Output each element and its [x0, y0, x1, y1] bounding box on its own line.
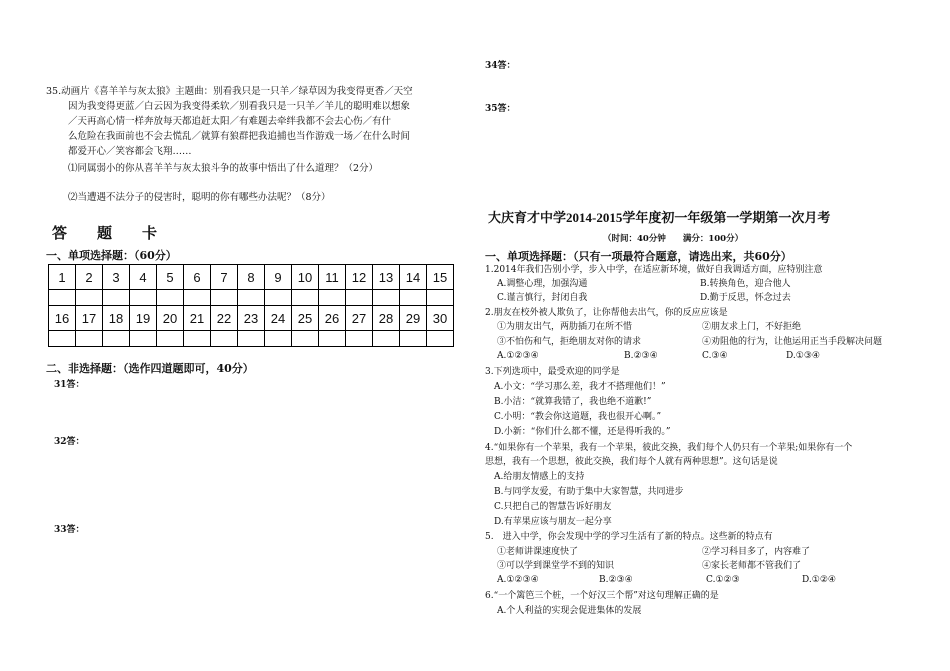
answer-cell[interactable] — [346, 331, 373, 347]
answer-cell[interactable] — [130, 290, 157, 306]
grid-number: 25 — [292, 306, 319, 331]
answer-grid-row-numbers-1 — [49, 265, 454, 290]
grid-number: 15 — [427, 265, 454, 290]
answer-cell[interactable] — [400, 331, 427, 347]
answer-cell[interactable] — [319, 331, 346, 347]
answer-cell[interactable] — [319, 290, 346, 306]
question-5-stem: 5. 进入中学，你会发现中学的学习生活有了新的特点。这些新的特点有 — [485, 532, 773, 542]
section-1-heading: 一、单项选择题：（60分） — [46, 249, 177, 262]
question-35-line-4: 么危险在我面前也不会去慌乱／就算有狼群把我追捕也当作游戏一场／在什么时间 — [68, 131, 411, 142]
question-5-item-1: ①老师讲课速度快了 — [497, 547, 579, 557]
answer-cell[interactable] — [103, 290, 130, 306]
answer-cell[interactable] — [49, 290, 76, 306]
question-35-line-2: 因为我变得更蓝／白云因为我变得柔软／别看我只是一只羊／羊儿的聪明难以想象 — [68, 101, 411, 112]
question-3-stem: 3.下列选项中，最受欢迎的同学是 — [485, 367, 620, 377]
section-2-heading: 二、非选择题：（选作四道题即可，40分） — [46, 362, 254, 375]
answer-cell[interactable] — [157, 331, 184, 347]
question-1-option-c: C.谨言慎行，封闭自我 — [497, 293, 588, 303]
question-2-item-2: ②朋友求上门，不好拒绝 — [702, 322, 802, 332]
question-2-option-d: D.①③④ — [786, 351, 820, 361]
answer-cell[interactable] — [427, 290, 454, 306]
question-2-item-1: ①为朋友出气，两肋插刀在所不惜 — [497, 322, 633, 332]
grid-number: 5 — [157, 265, 184, 290]
answer-cell[interactable] — [373, 331, 400, 347]
answer-cell[interactable] — [157, 290, 184, 306]
answer-cell[interactable] — [211, 331, 238, 347]
answer-31-label: 31答： — [54, 380, 85, 390]
grid-number: 1 — [49, 265, 76, 290]
grid-number: 9 — [265, 265, 292, 290]
right-section-1-heading: 一、单项选择题：（只有一项最符合题意，请选出来，共60分） — [485, 250, 792, 263]
question-1-option-d: D.勤于反思，怀念过去 — [700, 293, 791, 303]
answer-32-label: 32答： — [54, 437, 85, 447]
answer-cell[interactable] — [373, 290, 400, 306]
question-35-sub-2: ⑵当遭遇不法分子的侵害时，聪明的你有哪些办法呢？（8分） — [68, 192, 331, 203]
answer-cell[interactable] — [130, 331, 157, 347]
question-2-option-a: A.①②③④ — [497, 351, 539, 361]
grid-number: 10 — [292, 265, 319, 290]
answer-cell[interactable] — [346, 290, 373, 306]
answer-cell[interactable] — [265, 290, 292, 306]
answer-cell[interactable] — [427, 331, 454, 347]
answer-card-title: 答 题 卡 — [52, 224, 158, 242]
question-35-line-5: 都爱开心／笑容都会飞翔…… — [68, 146, 192, 157]
question-2-stem: 2.朋友在校外被人欺负了，让你帮他去出气，你的反应应该是 — [485, 308, 728, 318]
answer-cell[interactable] — [211, 290, 238, 306]
question-35-line-3: ／天再高心情一样奔放每天都追赶太阳／有难题去牵绊我都不会去心伤／有什 — [68, 116, 392, 127]
grid-number: 12 — [346, 265, 373, 290]
question-6-option-a: A.个人利益的实现会促进集体的发展 — [497, 606, 642, 616]
question-4-stem-line-1: 4.“如果你有一个苹果，我有一个苹果，彼此交换，我们每个人仍只有一个苹果;如果你有一个 — [485, 443, 853, 453]
grid-number: 19 — [130, 306, 157, 331]
question-2-option-b: B.②③④ — [624, 351, 658, 361]
question-35-line-1: 35.动画片《喜羊羊与灰太狼》主题曲：别看我只是一只羊／绿草因为我变得更香／天空 — [46, 86, 413, 97]
question-3-option-a: A.小文：“学习那么差，我才不搭理他们！” — [494, 382, 666, 392]
answer-cell[interactable] — [76, 331, 103, 347]
answer-grid — [48, 264, 454, 347]
grid-number: 2 — [76, 265, 103, 290]
grid-number: 23 — [238, 306, 265, 331]
question-3-option-d: D.小新：“你们什么都不懂，还是得听我的。” — [494, 427, 671, 437]
answer-34-label: 34答： — [485, 61, 516, 71]
exam-title: 大庆育才中学2014-2015学年度初一年级第一学期第一次月考 — [488, 210, 831, 225]
grid-number: 26 — [319, 306, 346, 331]
grid-number: 4 — [130, 265, 157, 290]
question-4-option-d: D.有苹果应该与朋友一起分享 — [494, 517, 612, 527]
question-5-option-a: A.①②③④ — [497, 575, 539, 585]
grid-number: 21 — [184, 306, 211, 331]
grid-number: 7 — [211, 265, 238, 290]
grid-number: 8 — [238, 265, 265, 290]
question-5-item-4: ④家长老师都不管我们了 — [702, 561, 802, 571]
answer-cell[interactable] — [292, 290, 319, 306]
answer-grid-row-numbers-2 — [49, 306, 454, 331]
answer-cell[interactable] — [49, 331, 76, 347]
question-3-option-b: B.小洁：“就算我错了，我也绝不道歉!” — [494, 397, 652, 407]
grid-number: 18 — [103, 306, 130, 331]
grid-number: 3 — [103, 265, 130, 290]
question-5-item-2: ②学习科目多了，内容难了 — [702, 547, 811, 557]
answer-cell[interactable] — [103, 331, 130, 347]
question-4-option-c: C.只把自己的智慧告诉好朋友 — [494, 502, 612, 512]
answer-cell[interactable] — [184, 331, 211, 347]
question-2-item-4: ④劝阻他的行为，让他运用正当手段解决问题 — [702, 337, 883, 347]
grid-number: 30 — [427, 306, 454, 331]
answer-cell[interactable] — [76, 290, 103, 306]
answer-cell[interactable] — [238, 290, 265, 306]
answer-33-label: 33答： — [54, 525, 85, 535]
grid-number: 14 — [400, 265, 427, 290]
answer-cell[interactable] — [400, 290, 427, 306]
grid-number: 24 — [265, 306, 292, 331]
question-6-stem: 6.“一个篱笆三个桩，一个好汉三个帮”对这句理解正确的是 — [485, 591, 719, 601]
question-4-option-b: B.与同学友爱，有助于集中大家智慧，共同进步 — [494, 487, 684, 497]
answer-cell[interactable] — [292, 331, 319, 347]
question-5-option-c: C.①②③ — [706, 575, 740, 585]
question-5-option-b: B.②③④ — [599, 575, 633, 585]
question-2-item-3: ③不怕伤和气，拒绝朋友对你的请求 — [497, 337, 642, 347]
question-4-option-a: A.给朋友情感上的支持 — [494, 472, 585, 482]
question-5-item-3: ③可以学到课堂学不到的知识 — [497, 561, 615, 571]
answer-cell[interactable] — [184, 290, 211, 306]
question-4-stem-line-2: 思想，我有一个思想，彼此交换，我们每个人就有两种思想”。这句话是说 — [485, 457, 778, 467]
exam-meta: （时间：40分钟 满分：100分） — [603, 234, 744, 244]
answer-cell[interactable] — [265, 331, 292, 347]
question-2-option-c: C.③④ — [702, 351, 728, 361]
question-35-sub-1: ⑴同属弱小的你从喜羊羊与灰太狼斗争的故事中悟出了什么道理？（2分） — [68, 163, 379, 174]
grid-number: 6 — [184, 265, 211, 290]
answer-cell[interactable] — [238, 331, 265, 347]
grid-number: 28 — [373, 306, 400, 331]
grid-number: 29 — [400, 306, 427, 331]
question-1-stem: 1.2014年我们告别小学，步入中学，在适应新环境，做好自我调适方面，应特别注意 — [485, 265, 823, 275]
grid-number: 13 — [373, 265, 400, 290]
question-3-option-c: C.小明：“教会你这道题，我也很开心啊。” — [494, 412, 662, 422]
question-1-option-a: A.调整心理，加强沟通 — [497, 279, 588, 289]
grid-number: 11 — [319, 265, 346, 290]
question-5-option-d: D.①②④ — [802, 575, 836, 585]
answer-grid-row-answers-1 — [49, 290, 454, 306]
grid-number: 17 — [76, 306, 103, 331]
answer-grid-row-answers-2 — [49, 331, 454, 347]
grid-number: 27 — [346, 306, 373, 331]
grid-number: 16 — [49, 306, 76, 331]
grid-number: 22 — [211, 306, 238, 331]
grid-number: 20 — [157, 306, 184, 331]
answer-35-label: 35答： — [485, 104, 516, 114]
question-1-option-b: B.转换角色，迎合他人 — [700, 279, 791, 289]
